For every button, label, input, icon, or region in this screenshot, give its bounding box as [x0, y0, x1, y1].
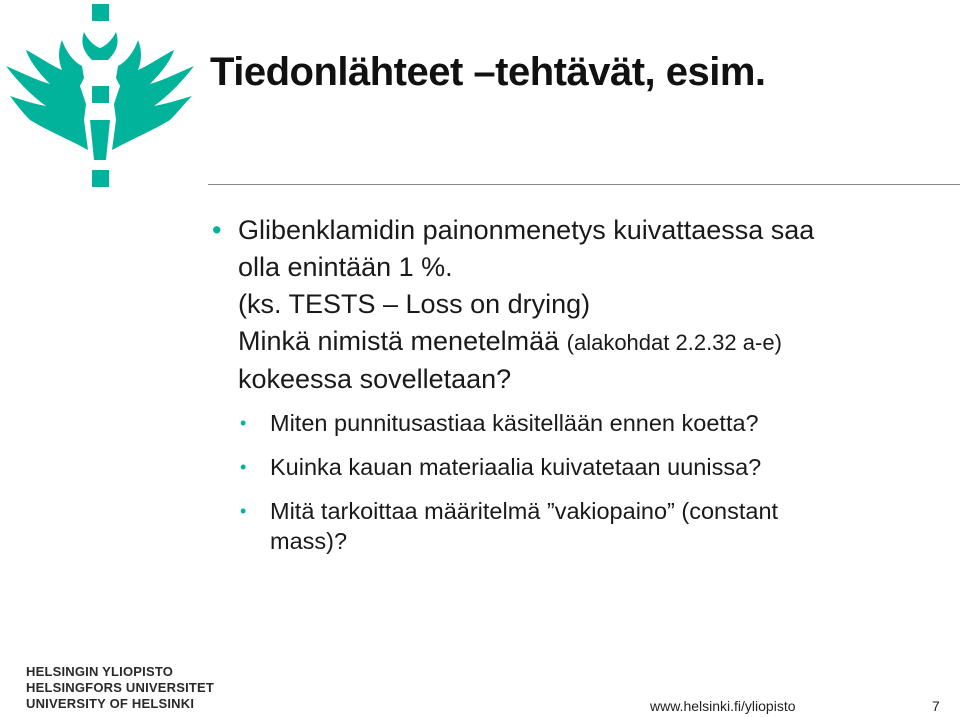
footer-organization-name: [26, 664, 214, 712]
slide-title: Tiedonlähteet –tehtävät, esim.: [210, 50, 766, 94]
sub-bullet-line: Mitä tarkoittaa määritelmä ”vakiopaino” (constant: [270, 498, 779, 524]
page-number: 7: [932, 698, 940, 714]
subsection-note: (alakohdat 2.2.32 a-e): [566, 330, 782, 355]
main-bullet-line: olla enintään 1 %.: [238, 252, 453, 282]
org-name-sv: HELSINGFORS UNIVERSITET: [26, 680, 215, 695]
slide-content: [208, 212, 956, 570]
bullet-dot-icon: •: [240, 501, 247, 521]
sub-bullet-line: mass)?: [270, 528, 348, 554]
main-bullet-line: kokeessa sovelletaan?: [238, 364, 512, 394]
main-bullet-line: (ks. TESTS – Loss on drying): [238, 289, 591, 319]
title-divider: [208, 184, 960, 185]
footer-url: www.helsinki.fi/yliopisto: [650, 698, 796, 714]
main-bullet-line: [238, 323, 956, 361]
sub-bullet: [238, 496, 956, 556]
sub-bullet: [238, 408, 956, 438]
org-name-fi: HELSINGIN YLIOPISTO: [26, 664, 174, 679]
bullet-dot-icon: •: [212, 215, 222, 245]
sub-bullet-line: Miten punnitusastiaa käsitellään ennen koetta?: [270, 410, 759, 436]
bullet-dot-icon: •: [240, 413, 247, 433]
bullet-dot-icon: •: [240, 457, 247, 477]
main-bullet-line: Glibenklamidin painonmenetys kuivattaessa saa: [238, 215, 815, 245]
sub-bullet-line: Kuinka kauan materiaalia kuivatetaan uunissa?: [270, 454, 762, 480]
org-name-en: UNIVERSITY OF HELSINKI: [26, 696, 195, 711]
main-bullet-text: Minkä nimistä menetelmää: [238, 326, 567, 356]
sub-bullet: [238, 452, 956, 482]
main-bullet: [208, 212, 956, 398]
university-flame-logo-icon: [0, 0, 210, 195]
sub-bullet-list: [208, 408, 956, 556]
